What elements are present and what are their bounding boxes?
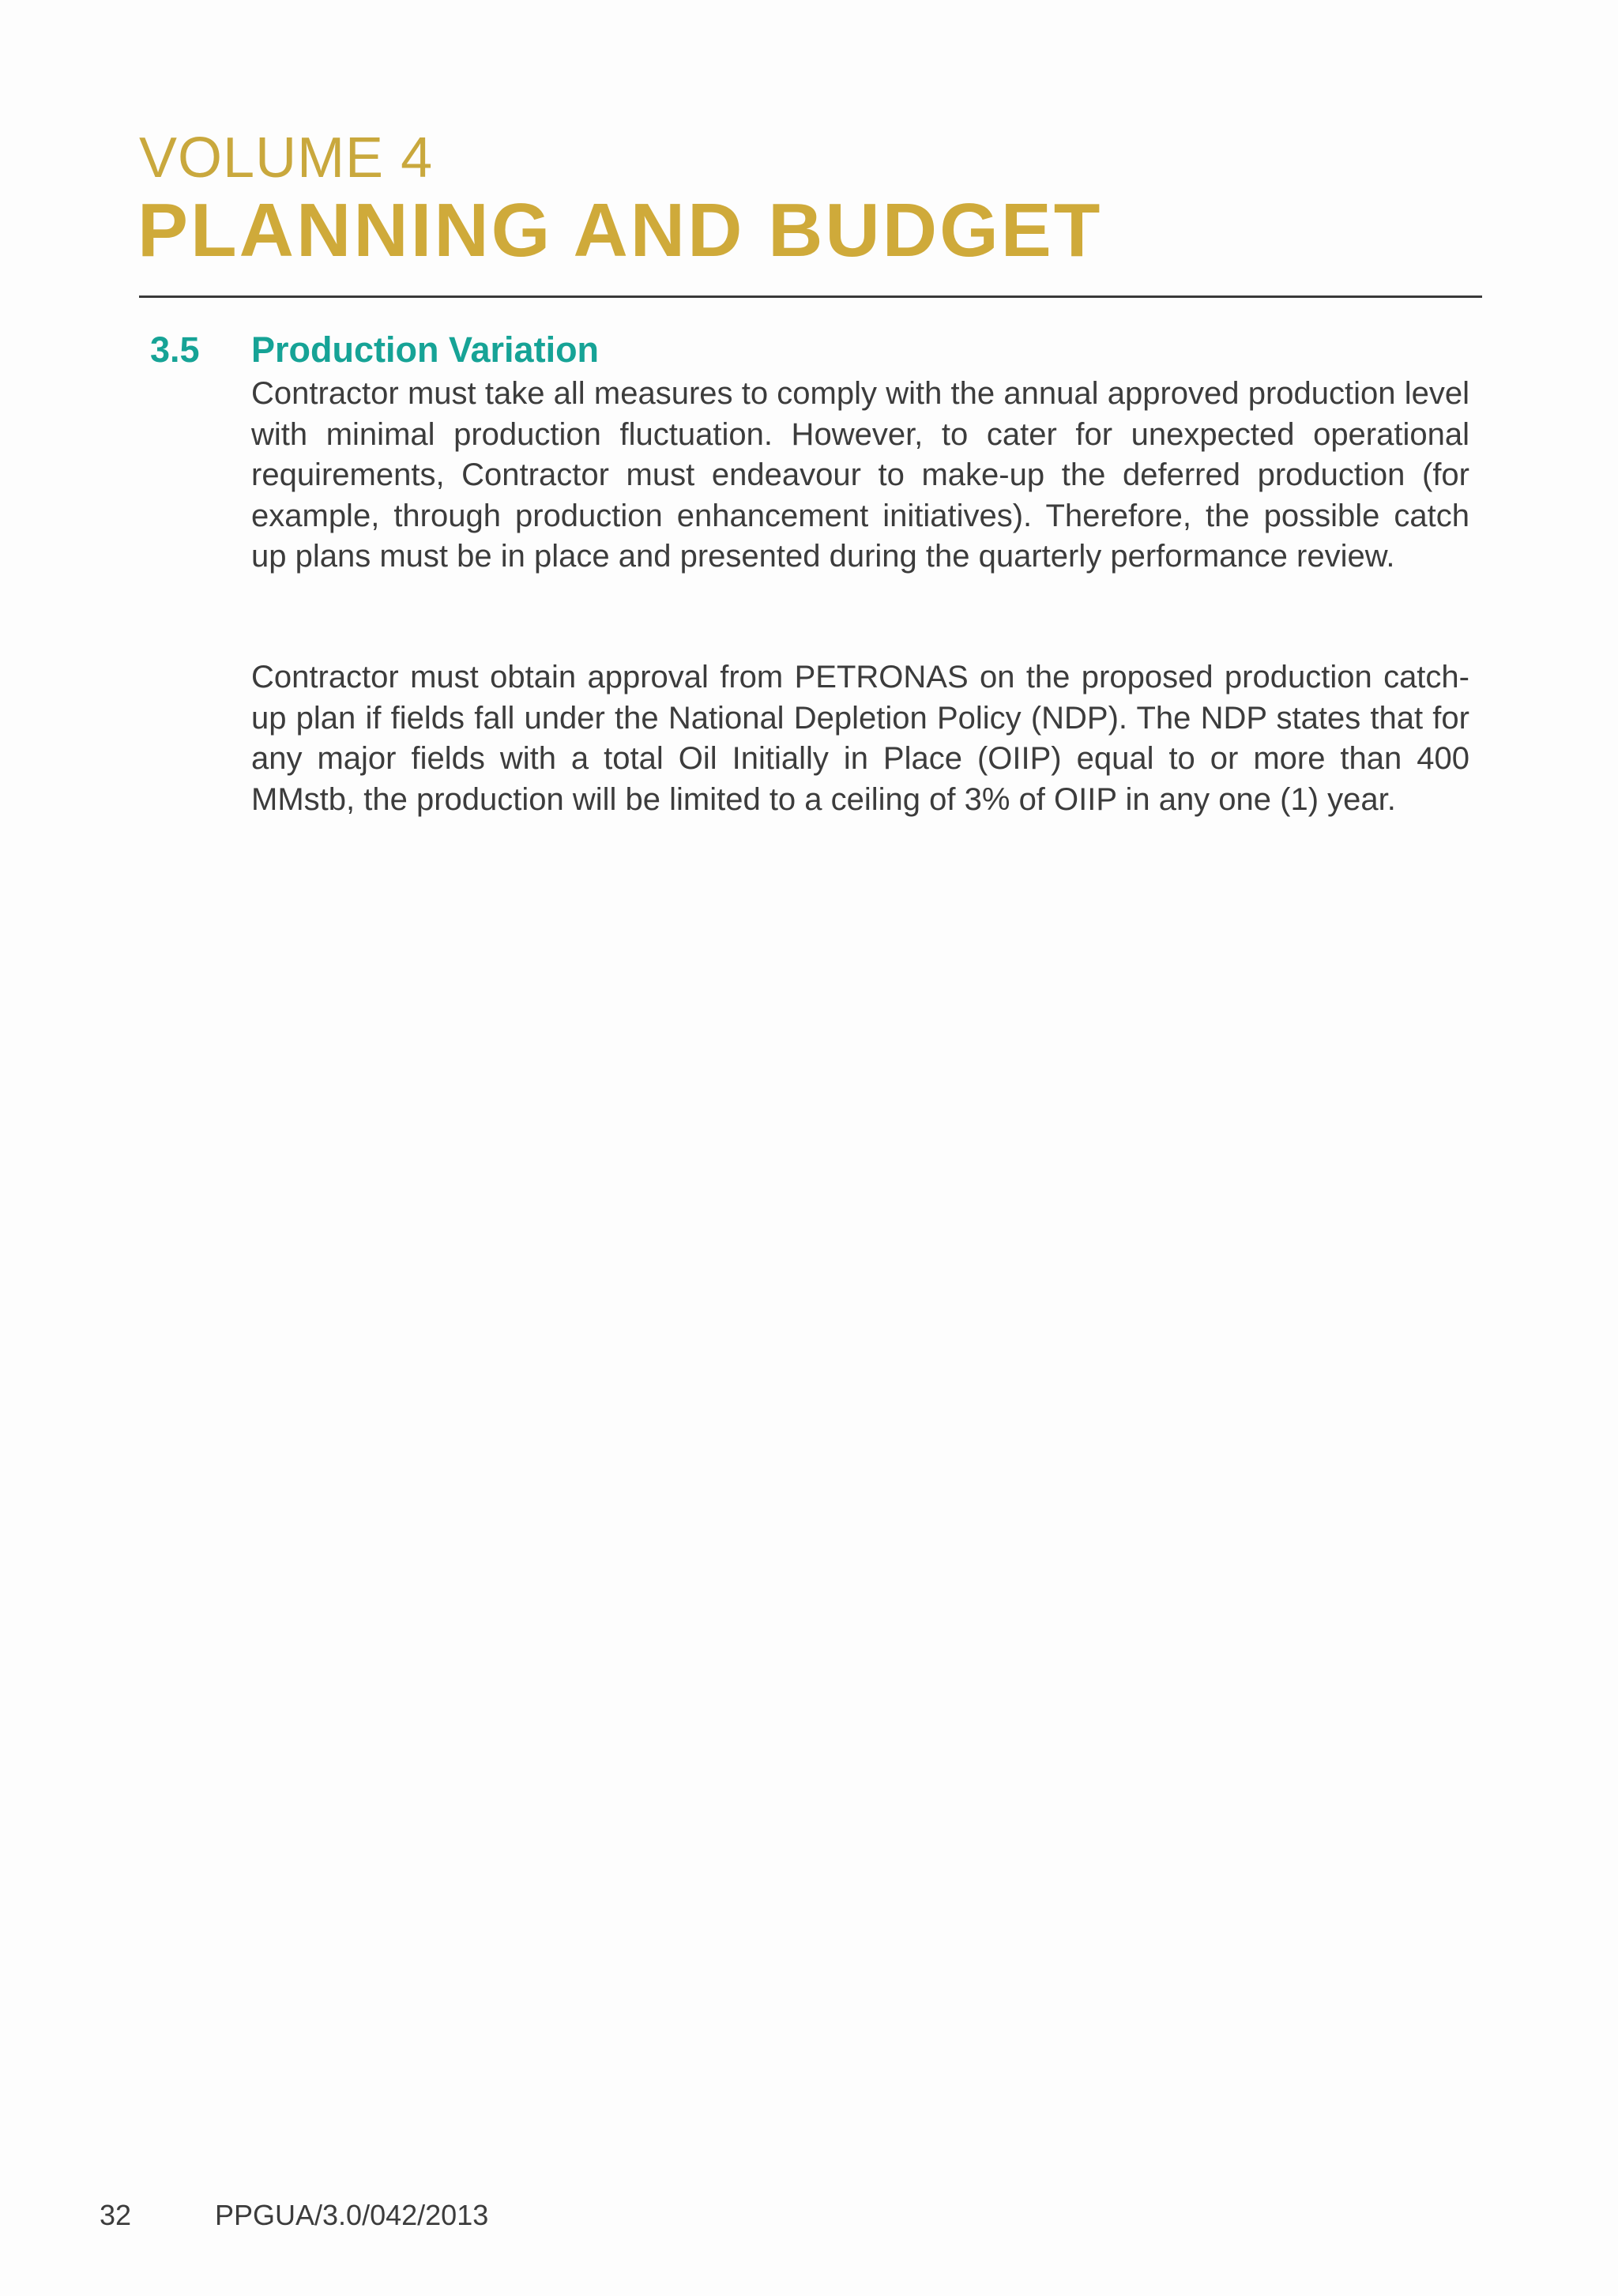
section-paragraph-1: Contractor must take all measures to comply with the annual approved production level with minimal production fluctuation. However, to cater for unexpected operational requirements, Contractor must endeavour to make-up the deferred production (for example, through production enhancement initiatives). Therefore, the possible catch up plans must be in place and presented during the quarterly performance review. [251, 376, 1469, 574]
volume-label: VOLUME 4 [139, 126, 434, 190]
document-code: PPGUA/3.0/042/2013 [215, 2199, 489, 2231]
page-number: 32 [100, 2199, 132, 2231]
section-paragraph-2: Contractor must obtain approval from PETRONAS on the proposed production catch-up plan if fields fall under the National Depletion Policy (NDP). The NDP states that for any major fields with a total Oil Initially in Place (OIIP) equal to or more than 400 MMstb, the production will be limited to a ceiling of 3% of OIIP in any one (1) year. [251, 660, 1469, 817]
header-divider [139, 295, 1482, 298]
volume-title: PLANNING AND BUDGET [137, 188, 1103, 273]
section-title: Production Variation [251, 329, 600, 370]
section-number: 3.5 [150, 329, 200, 370]
